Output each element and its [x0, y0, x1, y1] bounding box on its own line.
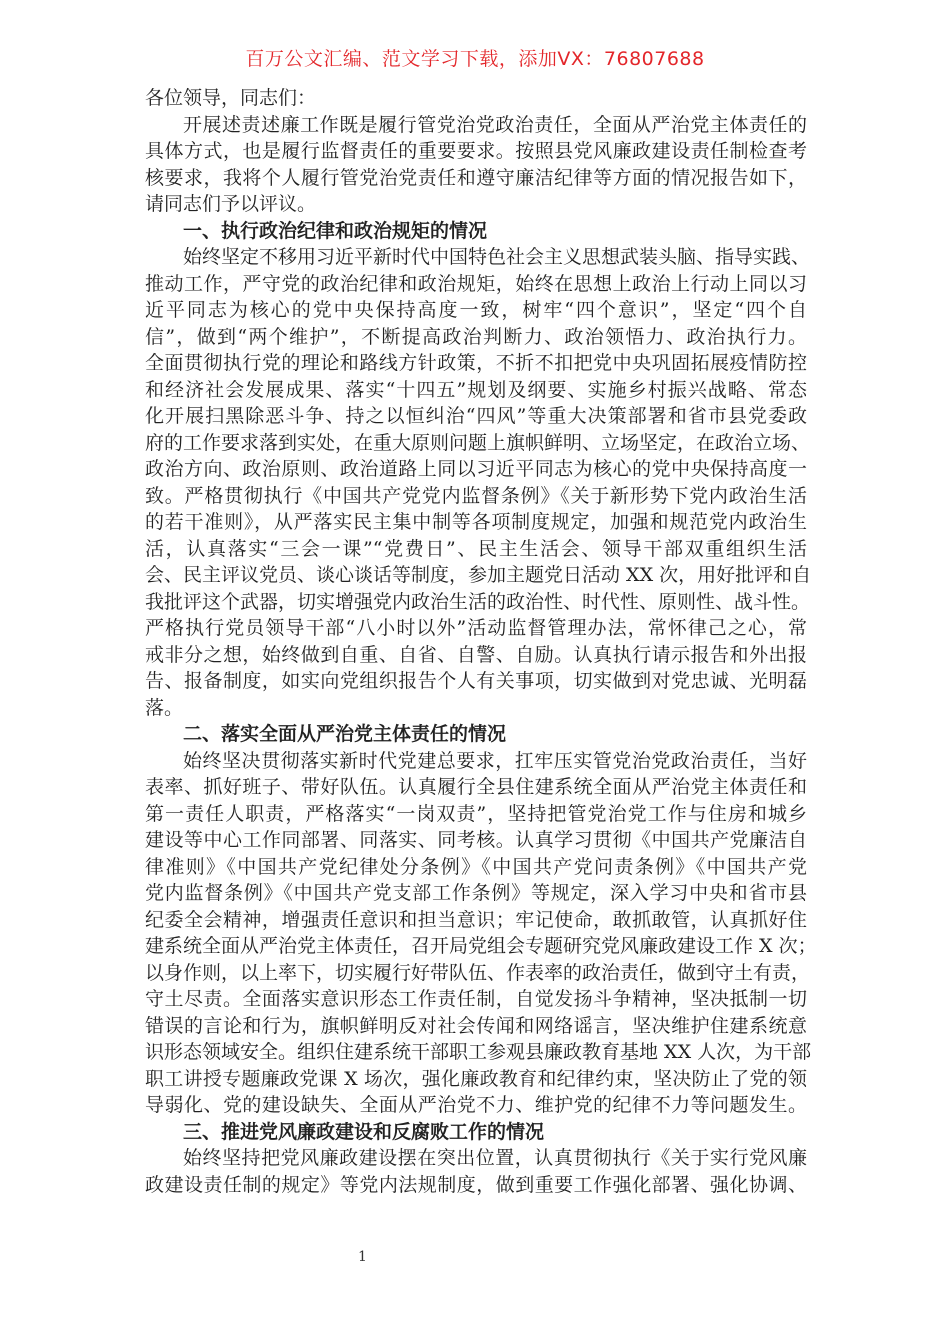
- text-line: 建设等中心工作同部署、同落实、同考核。认真学习贯彻《中国共产党廉洁自: [145, 829, 807, 851]
- text-line: 落。: [145, 696, 184, 719]
- text-line: 的若干准则》，从严落实民主集中制等各项制度规定，加强和规范党内政治生: [145, 511, 807, 533]
- section-heading: 三、推进党风廉政建设和反腐败工作的情况: [183, 1120, 545, 1143]
- text-line: 职工讲授专题廉政党课 X 场次，强化廉政教育和纪律约束，坚决防止了党的领: [145, 1067, 807, 1090]
- text-line: 近平同志为核心的党中央保持高度一致，树牢“四个意识”，坚定“四个自: [145, 299, 807, 321]
- text-line: 始终坚决贯彻落实新时代党建总要求，扛牢压实管党治党政治责任，当好: [183, 749, 807, 772]
- text-line: 府的工作要求落到实处，在重大原则问题上旗帜鲜明、立场坚定，在政治立场、: [145, 431, 811, 454]
- text-line: 严格执行党员领导干部“八小时以外”活动监督管理办法，常怀律己之心，常: [145, 617, 807, 639]
- text-line: 化开展扫黑除恶斗争、持之以恒纠治“四风”等重大决策部署和省市县党委政: [145, 405, 807, 427]
- text-line: 律准则》《中国共产党纪律处分条例》《中国共产党问责条例》《中国共产党: [145, 855, 807, 878]
- text-line: 纪委全会精神，增强责任意识和担当意识；牢记使命，敢抓敢管，认真抓好住: [145, 908, 807, 931]
- text-line: 表率、抓好班子、带好队伍。认真履行全县住建系统全面从严治党主体责任和: [145, 776, 807, 798]
- text-line: 各位领导，同志们：: [145, 87, 317, 109]
- text-line: 建系统全面从严治党主体责任，召开局党组会专题研究党风廉政建设工作 X 次；: [145, 935, 817, 957]
- page-number: 1: [358, 1249, 367, 1265]
- text-line: 以身作则，以上率下，切实履行好带队伍、作表率的政治责任，做到守土有责，: [145, 961, 811, 984]
- text-line: 致。严格贯彻执行《中国共产党党内监督条例》《关于新形势下党内政治生活: [145, 484, 807, 507]
- text-line: 戒非分之想，始终做到自重、自省、自警、自励。认真执行请示报告和外出报: [145, 643, 807, 666]
- text-line: 守土尽责。全面落实意识形态工作责任制，自觉发扬斗争精神，坚决抵制一切: [145, 988, 807, 1010]
- text-line: 核要求，我将个人履行管党治党责任和遵守廉洁纪律等方面的情况报告如下，: [145, 166, 807, 189]
- text-line: 信”，做到“两个维护”，不断提高政治判断力、政治领悟力、政治执行力。: [145, 325, 807, 348]
- text-line: 推动工作，严守党的政治纪律和政治规矩，始终在思想上政治上行动上同以习: [145, 272, 807, 295]
- text-line: 导弱化、党的建设缺失、全面从严治党不力、维护党的纪律不力等问题发生。: [145, 1094, 807, 1116]
- text-line: 告、报备制度，如实向党组织报告个人有关事项，切实做到对党忠诚、光明磊: [145, 670, 807, 692]
- section-heading: 二、落实全面从严治党主体责任的情况: [183, 723, 507, 745]
- text-line: 请同志们予以评议。: [145, 193, 317, 215]
- text-line: 始终坚持把党风廉政建设摆在突出位置，认真贯彻执行《关于实行党风廉: [183, 1147, 807, 1169]
- text-line: 识形态领域安全。组织住建系统干部职工参观县廉政教育基地 XX 人次，为干部: [145, 1041, 812, 1063]
- text-line: 党内监督条例》《中国共产党支部工作条例》等规定，深入学习中央和省市县: [145, 882, 807, 904]
- section-heading: 一、执行政治纪律和政治规矩的情况: [183, 219, 488, 242]
- text-line: 第一责任人职责，严格落实“一岗双责”，坚持把管党治党工作与住房和城乡: [145, 802, 807, 825]
- text-line: 和经济社会发展成果、落实“十四五”规划及纲要、实施乡村振兴战略、常态: [145, 378, 807, 401]
- document-body: [145, 85, 817, 1198]
- text-line: 开展述责述廉工作既是履行管党治党政治责任，全面从严治党主体责任的: [183, 113, 807, 136]
- text-line: 活，认真落实“三会一课”“党费日”、民主生活会、领导干部双重组织生活: [145, 537, 807, 560]
- text-line: 政治方向、政治原则、政治道路上同以习近平同志为核心的党中央保持高度一: [145, 458, 807, 480]
- text-line: 具体方式，也是履行监督责任的重要要求。按照县党风廉政建设责任制检查考: [145, 140, 807, 162]
- text-line: 我批评这个武器，切实增强党内政治生活的政治性、时代性、原则性、战斗性。: [145, 590, 811, 613]
- text-line: 全面贯彻执行党的理论和路线方针政策，不折不扣把党中央巩固拓展疫情防控: [145, 352, 807, 374]
- text-line: 会、民主评议党员、谈心谈话等制度，参加主题党日活动 XX 次，用好批评和自: [145, 564, 812, 586]
- watermark-banner: 百万公文汇编、范文学习下载，添加VX：76807688: [245, 48, 705, 70]
- text-line: 错误的言论和行为，旗帜鲜明反对社会传闻和网络谣言，坚决维护住建系统意: [145, 1014, 807, 1037]
- text-line: 始终坚定不移用习近平新时代中国特色社会主义思想武装头脑、指导实践、: [183, 246, 811, 268]
- text-line: 政建设责任制的规定》等党内法规制度，做到重要工作强化部署、强化协调、: [145, 1173, 807, 1196]
